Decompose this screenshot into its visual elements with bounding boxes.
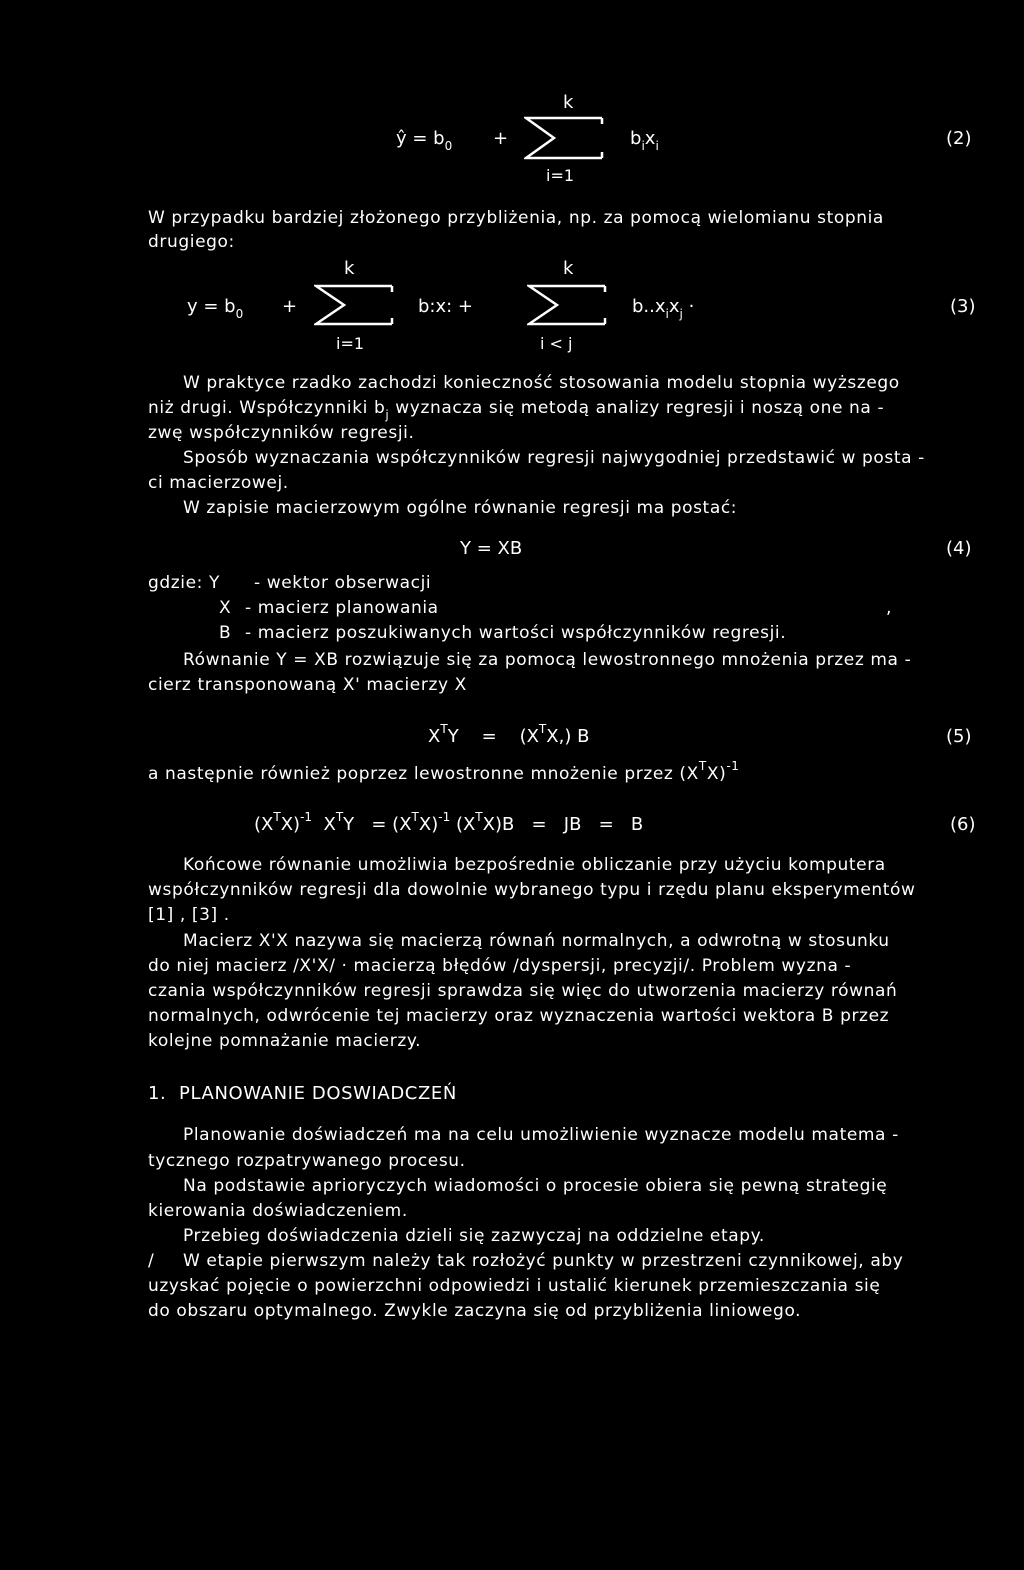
where-comma: ,	[886, 598, 893, 618]
eq5-formula: $X^TY$ = $(X^TX,)$ B	[428, 722, 590, 747]
paragraph-2-line-3: zwę współczynników regresji.	[148, 423, 415, 443]
where-intro: gdzie: Y	[148, 573, 221, 593]
where-x-description: - macierz planowania	[245, 598, 439, 618]
where-y-description: - wektor obserwacji	[254, 573, 432, 593]
paragraph-6-margin-mark: /	[148, 1251, 155, 1271]
eq3-term-2: $b..x_ix_j$ ·	[632, 296, 695, 321]
where-x-symbol: X	[219, 598, 232, 618]
eq3-upper-limit-2: k	[563, 258, 574, 279]
eq3-lower-limit-2: i < j	[540, 334, 573, 353]
summation-icon	[524, 116, 604, 160]
paragraph-6-line-4: kierowania doświadczeniem.	[148, 1201, 408, 1221]
paragraph-6-line-6: W etapie pierwszym należy tak rozłożyć punkty w przestrzeni czynnikowej, aby	[183, 1251, 904, 1271]
paragraph-3-line-1: Równanie Y = XB rozwiązuje się za pomocą lewostronnego mnożenia przez ma -	[183, 650, 912, 670]
paragraph-5-line-2: współczynników regresji dla dowolnie wybranego typu i rzędu planu eksperymentów	[148, 880, 916, 900]
summation-icon	[527, 284, 607, 326]
paragraph-5-line-5: do niej macierz /X'X/ · macierzą błędów /dyspersji, precyzji/. Problem wyzna -	[148, 956, 852, 976]
paragraph-6-line-3: Na podstawie aprioryczych wiadomości o procesie obiera się pewną strategię	[183, 1176, 888, 1196]
summation-icon	[314, 284, 394, 326]
eq2-upper-limit: k	[563, 92, 574, 113]
paragraph-6-line-8: do obszaru optymalnego. Zwykle zaczyna się od przybliżenia liniowego.	[148, 1301, 802, 1321]
paragraph-5-line-7: normalnych, odwrócenie tej macierzy oraz wyznaczenia wartości wektora B przez	[148, 1006, 890, 1026]
paragraph-2-line-5: ci macierzowej.	[148, 473, 289, 493]
eq3-number: (3)	[950, 296, 976, 317]
paragraph-6-line-2: tycznego rozpatrywanego procesu.	[148, 1151, 466, 1171]
eq3-term-1: b:x: +	[418, 296, 474, 317]
paragraph-5-line-4: Macierz X'X nazywa się macierzą równań normalnych, a odwrotną w stosunku	[183, 931, 890, 951]
paragraph-5-line-1: Końcowe równanie umożliwia bezpośrednie obliczanie przy użyciu komputera	[183, 855, 886, 875]
paragraph-2-line-6: W zapisie macierzowym ogólne równanie regresji ma postać:	[183, 498, 738, 518]
eq4-formula: Y = XB	[460, 538, 523, 559]
where-b-symbol: B	[219, 623, 232, 643]
eq6-formula: $(X^TX)^{-1}$ $X^TY$ = $(X^TX)^{-1}$ $(X^TX)B$ = JB = B	[254, 810, 644, 835]
paragraph-3-line-2: cierz transponowaną X' macierzy X	[148, 675, 467, 695]
eq2-plus: +	[493, 128, 509, 149]
where-b-description: - macierz poszukiwanych wartości współczynników regresji.	[245, 623, 787, 643]
paragraph-2-line-2: niż drugi. Współczynniki $b_j$ wyznacza się metodą analizy regresji i noszą one na -	[148, 398, 885, 422]
eq2-lhs: ŷ = $b_0$	[396, 128, 453, 153]
eq6-number: (6)	[950, 814, 976, 835]
section-heading: 1. PLANOWANIE DOSWIADCZEŃ	[148, 1083, 457, 1104]
eq3-plus: +	[282, 296, 298, 317]
eq5-number: (5)	[946, 726, 972, 747]
paragraph-6-line-7: uzyskać pojęcie o powierzchni odpowiedzi i ustalić kierunek przemieszczania się	[148, 1276, 881, 1296]
eq2-term: $b_ix_i$	[630, 128, 659, 153]
eq3-lower-limit-1: i=1	[336, 334, 365, 353]
eq3-upper-limit-1: k	[344, 258, 355, 279]
eq2-number: (2)	[946, 128, 972, 149]
paragraph-1-line-2: drugiego:	[148, 232, 235, 252]
paragraph-6-line-5: Przebieg doświadczenia dzieli się zazwyczaj na oddzielne etapy.	[183, 1226, 765, 1246]
eq2-lower-limit: i=1	[546, 166, 575, 185]
eq4-number: (4)	[946, 538, 972, 559]
paragraph-4: a następnie również poprzez lewostronne mnożenie przez $(X^TX)^{-1}$	[148, 759, 740, 784]
paragraph-5-line-6: czania współczynników regresji sprawdza się więc do utworzenia macierzy równań	[148, 981, 898, 1001]
eq3-lhs: $y = b_0$	[187, 296, 244, 321]
paragraph-6-line-1: Planowanie doświadczeń ma na celu umożliwienie wyznacze modelu matema -	[183, 1125, 899, 1145]
paragraph-2-line-4: Sposób wyznaczania współczynników regresji najwygodniej przedstawić w posta -	[183, 448, 925, 468]
paragraph-5-line-8: kolejne pomnażanie macierzy.	[148, 1031, 422, 1051]
paragraph-2-line-1: W praktyce rzadko zachodzi konieczność stosowania modelu stopnia wyższego	[183, 373, 900, 393]
paragraph-5-line-3: [1] , [3] .	[148, 905, 230, 925]
paragraph-1-line-1: W przypadku bardziej złożonego przybliżenia, np. za pomocą wielomianu stopnia	[148, 208, 884, 228]
